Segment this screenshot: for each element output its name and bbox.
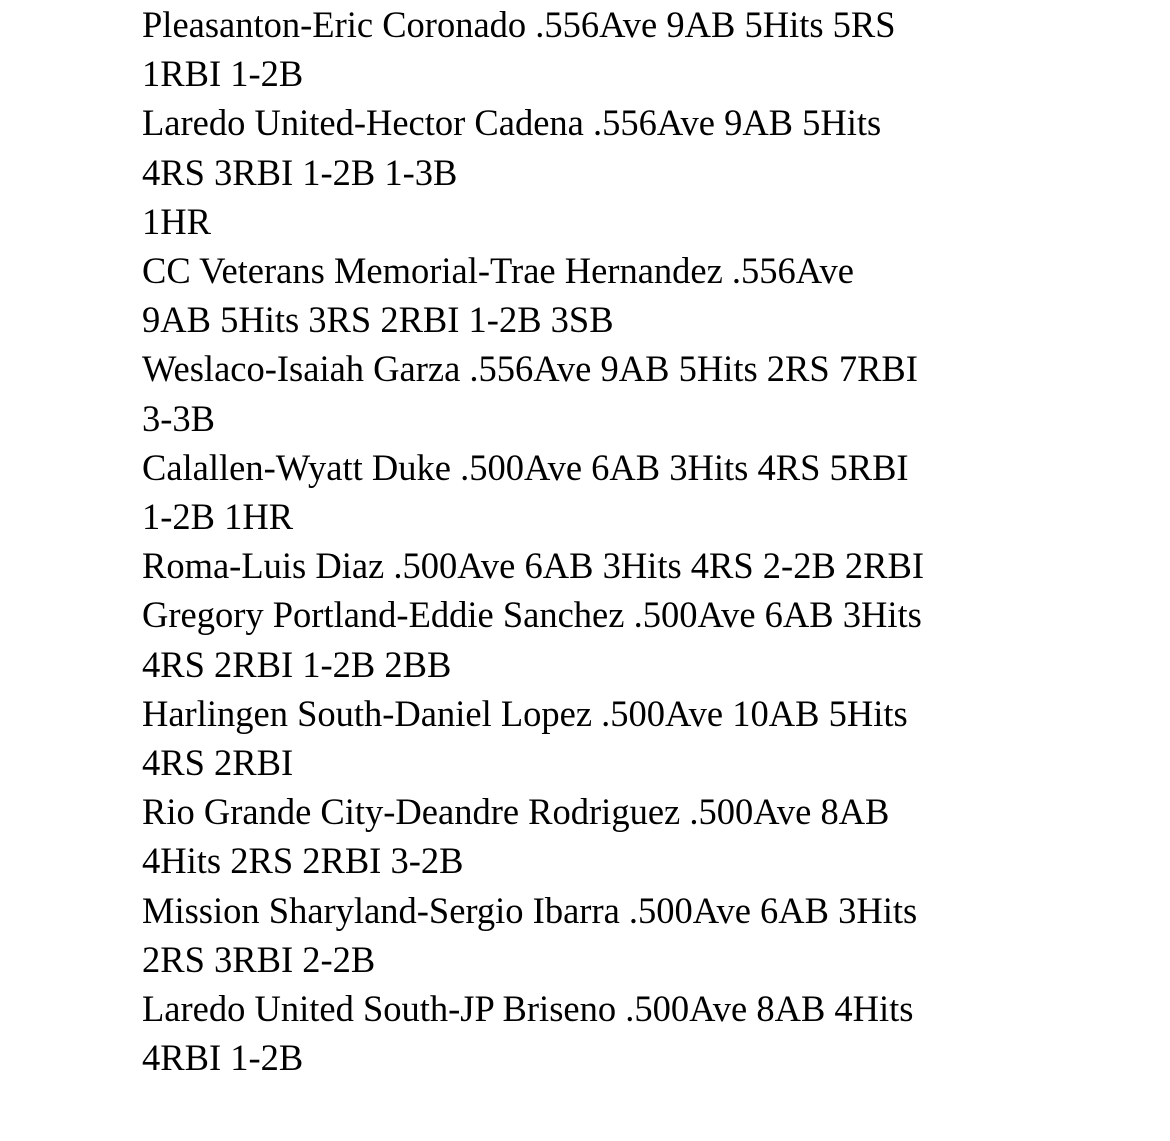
- stat-line: 4RS 2RBI 1-2B 2BB: [142, 643, 452, 685]
- stat-line: Pleasanton-Eric Coronado .556Ave 9AB 5Hits 5RS: [142, 4, 896, 45]
- stat-line: Harlingen South-Daniel Lopez .500Ave 10AB 5Hits: [142, 692, 908, 734]
- stat-line: 9AB 5Hits 3RS 2RBI 1-2B 3SB: [142, 299, 614, 341]
- stat-line: Calallen-Wyatt Duke .500Ave 6AB 3Hits 4RS 5RBI: [142, 446, 909, 488]
- stat-line: 1RBI 1-2B: [142, 53, 304, 95]
- stat-line: Roma-Luis Diaz .500Ave 6AB 3Hits 4RS 2-2B 2RBI: [142, 545, 925, 587]
- stat-line: 1-2B 1HR: [142, 496, 294, 538]
- stat-line: Rio Grande City-Deandre Rodriguez .500Ave 8AB: [142, 791, 890, 833]
- stat-line: Laredo United South-JP Briseno .500Ave 8AB 4Hits: [142, 988, 914, 1030]
- stat-line: 4RS 3RBI 1-2B 1-3B: [142, 151, 458, 193]
- stat-line: Laredo United-Hector Cadena .556Ave 9AB 5Hits: [142, 102, 882, 144]
- stat-line: 3-3B: [142, 397, 215, 439]
- stat-line: Weslaco-Isaiah Garza .556Ave 9AB 5Hits 2RS 7RBI: [142, 348, 918, 390]
- stats-document: [142, 0, 1042, 1082]
- stat-line: 4RS 2RBI: [142, 742, 294, 784]
- stat-line: 4Hits 2RS 2RBI 3-2B: [142, 840, 464, 882]
- stat-line: 1HR: [142, 200, 211, 242]
- stat-line: CC Veterans Memorial-Trae Hernandez .556Ave: [142, 250, 854, 292]
- stat-line: Mission Sharyland-Sergio Ibarra .500Ave 6AB 3Hits: [142, 889, 918, 931]
- stat-line: Gregory Portland-Eddie Sanchez .500Ave 6AB 3Hits: [142, 594, 922, 636]
- stat-line: 2RS 3RBI 2-2B: [142, 938, 376, 980]
- stat-line: 4RBI 1-2B: [142, 1037, 304, 1079]
